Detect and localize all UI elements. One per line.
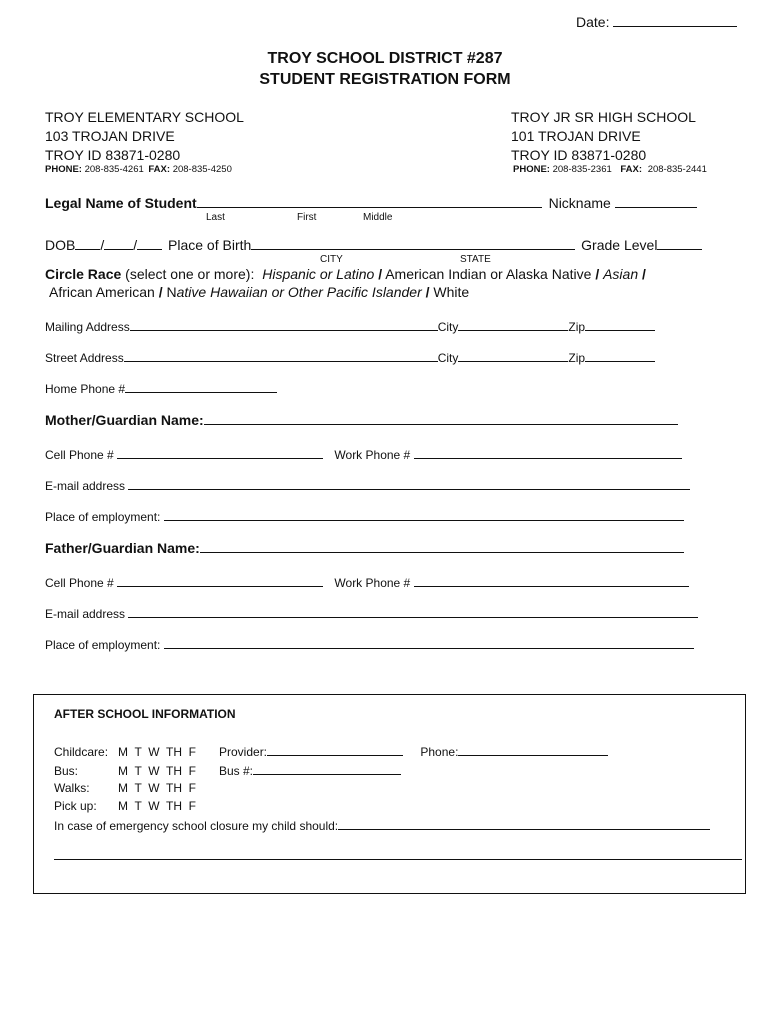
sub-state: STATE	[460, 254, 491, 265]
bus-label: Bus:	[54, 764, 79, 778]
place-of-birth-label: Place of Birth	[168, 237, 252, 253]
sub-last: Last	[206, 212, 225, 223]
elementary-fax-label: FAX:	[148, 164, 171, 175]
form-title: STUDENT REGISTRATION FORM	[259, 71, 511, 88]
mailing-address-label: Mailing Address	[45, 320, 130, 334]
after-school-phone-label: Phone:	[420, 745, 459, 759]
elementary-name: TROY ELEMENTARY SCHOOL	[45, 109, 244, 125]
mother-cell-field[interactable]	[117, 446, 323, 459]
race-option-hispanic[interactable]: Hispanic or Latino	[262, 266, 375, 282]
legal-name-field[interactable]	[197, 195, 542, 208]
after-school-box	[33, 694, 746, 894]
mother-name-field[interactable]	[204, 412, 678, 425]
father-name-field[interactable]	[200, 540, 684, 553]
sub-middle: Middle	[363, 212, 393, 223]
nickname-label: Nickname	[548, 195, 611, 211]
dob-slash-1: /	[100, 237, 105, 253]
street-city-field[interactable]	[458, 349, 568, 362]
father-name-row	[45, 540, 684, 556]
mother-work-label: Work Phone #	[334, 448, 411, 462]
father-cell-field[interactable]	[117, 574, 323, 587]
provider-field[interactable]	[267, 743, 403, 756]
elementary-fax: 208-835-4250	[172, 164, 232, 175]
race-row-1	[45, 266, 646, 282]
sub-first: First	[297, 212, 317, 223]
street-address-row	[45, 349, 655, 365]
elementary-phone-label: PHONE:	[45, 164, 82, 175]
pickup-label: Pick up:	[54, 799, 97, 813]
sub-city: CITY	[320, 254, 343, 265]
bus-number-label: Bus #:	[219, 764, 254, 778]
mailing-city-field[interactable]	[458, 318, 568, 331]
dob-month-field[interactable]	[75, 237, 100, 250]
race-sep-1: /	[378, 266, 383, 282]
walks-row	[54, 781, 196, 795]
race-sep-2: /	[595, 266, 600, 282]
dob-slash-2: /	[133, 237, 138, 253]
after-school-phone-field[interactable]	[458, 743, 608, 756]
father-employment-field[interactable]	[164, 636, 694, 649]
pickup-days[interactable]: M T W TH F	[118, 799, 196, 813]
father-work-label: Work Phone #	[334, 576, 411, 590]
grade-level-field[interactable]	[657, 237, 702, 250]
mailing-zip-label: Zip	[568, 320, 586, 334]
race-sep-4: /	[158, 284, 163, 300]
dob-row	[45, 237, 702, 253]
race-option-hawaiian[interactable]	[167, 284, 422, 300]
race-sep-3: /	[642, 266, 646, 282]
childcare-days[interactable]: M T W TH F	[118, 745, 196, 759]
mother-phone-row	[45, 446, 682, 462]
father-employment-label: Place of employment:	[45, 638, 161, 652]
race-sep-5: /	[425, 284, 430, 300]
high-school-contact	[513, 164, 707, 175]
father-email-field[interactable]	[128, 605, 698, 618]
father-employment-row	[45, 636, 694, 652]
high-school-phone-label: PHONE:	[513, 164, 550, 175]
walks-days[interactable]: M T W TH F	[118, 781, 196, 795]
high-school-fax: 208-835-2441	[647, 164, 707, 175]
pickup-row	[54, 799, 196, 813]
emergency-row	[54, 817, 710, 833]
date-field[interactable]	[613, 14, 737, 27]
childcare-row	[54, 743, 608, 759]
race-option-white[interactable]: White	[433, 284, 470, 300]
grade-level-label: Grade Level	[581, 237, 658, 253]
date-label: Date:	[576, 14, 610, 30]
mailing-city-label: City	[437, 320, 459, 334]
father-email-label: E-mail address	[45, 607, 126, 621]
race-option-hawaiian-rest: ative Hawaiian or Other Pacific Islander	[176, 284, 422, 300]
mother-work-field[interactable]	[414, 446, 682, 459]
high-school-name: TROY JR SR HIGH SCHOOL	[511, 109, 696, 125]
emergency-field-2[interactable]	[54, 859, 742, 860]
dob-year-field[interactable]	[137, 237, 162, 250]
mother-cell-label: Cell Phone #	[45, 448, 114, 462]
nickname-field[interactable]	[615, 195, 697, 208]
dob-day-field[interactable]	[104, 237, 133, 250]
street-city-label: City	[437, 351, 459, 365]
father-name-label: Father/Guardian Name:	[45, 540, 200, 556]
race-instruction: (select one or more):	[125, 266, 255, 282]
bus-row	[54, 762, 401, 778]
walks-label: Walks:	[54, 781, 90, 795]
street-zip-field[interactable]	[585, 349, 655, 362]
mother-email-label: E-mail address	[45, 479, 126, 493]
bus-number-field[interactable]	[253, 762, 401, 775]
dob-label: DOB	[45, 237, 76, 253]
legal-name-row	[45, 195, 697, 211]
race-option-american-indian[interactable]: American Indian or Alaska Native	[385, 266, 592, 282]
high-school-fax-label: FAX:	[620, 164, 643, 175]
race-label: Circle Race	[45, 266, 122, 282]
provider-label: Provider:	[219, 745, 268, 759]
elementary-street: 103 TROJAN DRIVE	[45, 128, 175, 144]
mailing-zip-field[interactable]	[585, 318, 655, 331]
home-phone-label: Home Phone #	[45, 382, 126, 396]
race-option-african-american[interactable]: African American	[49, 284, 155, 300]
mother-employment-label: Place of employment:	[45, 510, 161, 524]
mother-name-row	[45, 412, 678, 428]
street-address-field[interactable]	[124, 349, 438, 362]
childcare-label: Childcare:	[54, 745, 109, 759]
home-phone-field[interactable]	[125, 380, 277, 393]
mother-email-field[interactable]	[128, 477, 690, 490]
elementary-city: TROY ID 83871-0280	[45, 147, 181, 163]
race-option-hawaiian-n: N	[166, 284, 177, 300]
father-work-field[interactable]	[414, 574, 689, 587]
mailing-address-row	[45, 318, 655, 334]
legal-name-label: Legal Name of Student	[45, 195, 197, 211]
mailing-address-field[interactable]	[130, 318, 438, 331]
high-school-city: TROY ID 83871-0280	[511, 147, 647, 163]
district-title: TROY SCHOOL DISTRICT #287	[267, 50, 503, 67]
father-email-row	[45, 605, 698, 621]
father-cell-label: Cell Phone #	[45, 576, 114, 590]
street-address-label: Street Address	[45, 351, 124, 365]
father-phone-row	[45, 574, 689, 590]
race-row-2	[49, 284, 469, 300]
high-school-phone: 208-835-2361	[552, 164, 612, 175]
elementary-contact	[45, 164, 232, 175]
emergency-field-1[interactable]	[338, 817, 710, 830]
mother-employment-row	[45, 508, 684, 524]
street-zip-label: Zip	[568, 351, 586, 365]
place-of-birth-field[interactable]	[251, 237, 575, 250]
elementary-phone: 208-835-4261	[84, 164, 144, 175]
home-phone-row	[45, 380, 277, 396]
mother-employment-field[interactable]	[164, 508, 684, 521]
high-school-street: 101 TROJAN DRIVE	[511, 128, 641, 144]
emergency-label: In case of emergency school closure my child should:	[54, 819, 339, 833]
mother-email-row	[45, 477, 690, 493]
after-school-title: AFTER SCHOOL INFORMATION	[54, 707, 236, 721]
race-option-asian[interactable]: Asian	[603, 266, 639, 282]
bus-days[interactable]: M T W TH F	[118, 764, 196, 778]
mother-name-label: Mother/Guardian Name:	[45, 412, 204, 428]
date-row	[576, 14, 737, 30]
